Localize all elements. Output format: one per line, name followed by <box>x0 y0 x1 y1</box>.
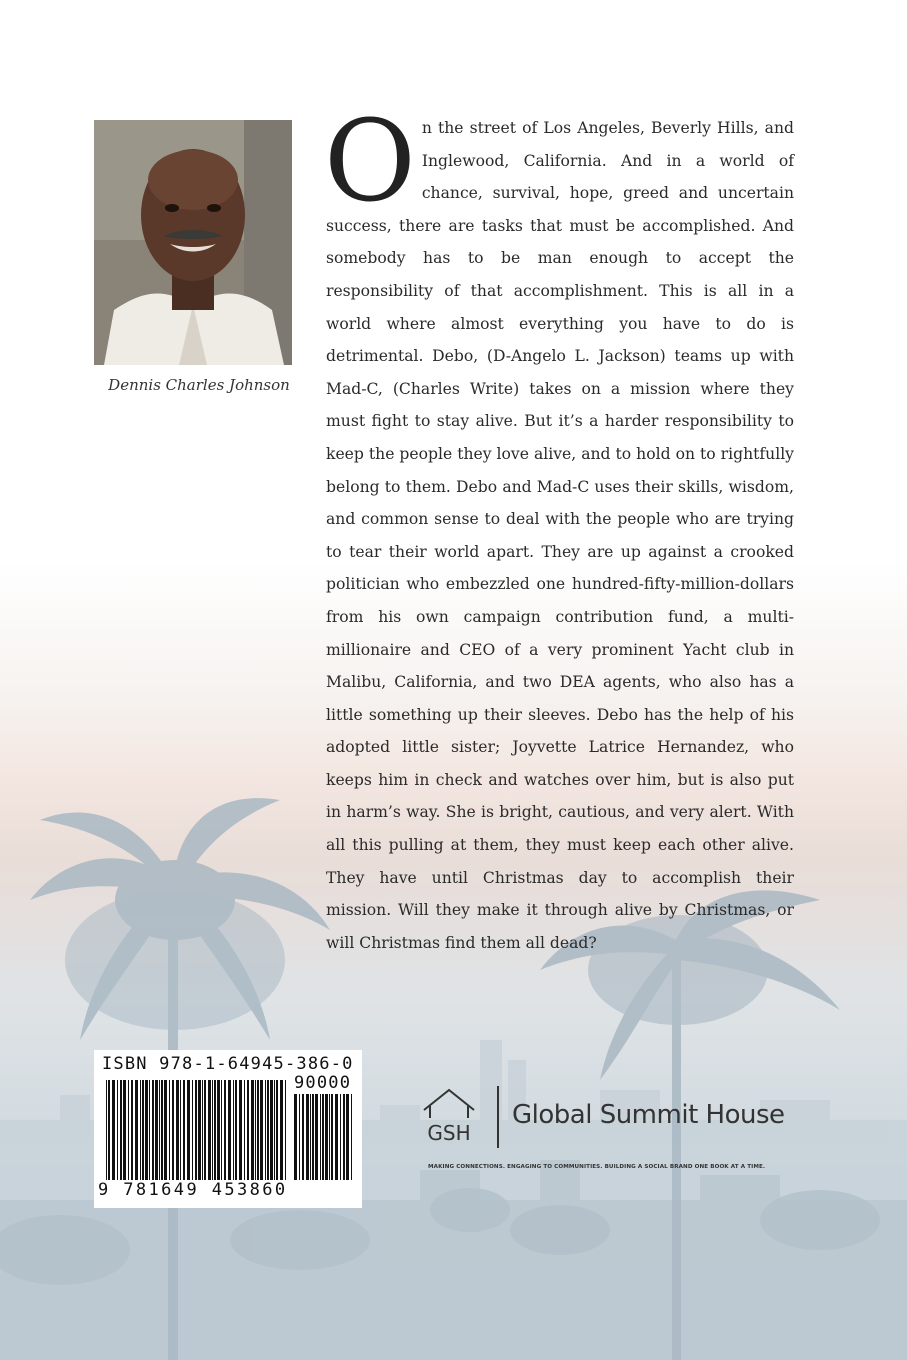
publisher-logo <box>418 1082 798 1172</box>
drop-cap: O <box>324 97 416 227</box>
author-name-caption: Dennis Charles Johnson <box>108 376 290 394</box>
isbn-barcode <box>94 1050 362 1208</box>
barcode-bars <box>106 1080 288 1180</box>
addon-barcode-bars <box>294 1094 354 1180</box>
logo-divider <box>497 1086 499 1148</box>
house-icon <box>418 1082 480 1152</box>
author-portrait-image <box>94 120 292 365</box>
publisher-tagline: MAKING CONNECTIONS. ENGAGING TO COMMUNITIES. BUILDING A SOCIAL BRAND ONE BOOK AT A TIME. <box>428 1164 766 1170</box>
ean-digits: 9 781649 453860 <box>98 1180 288 1200</box>
price-code: 90000 <box>294 1073 352 1093</box>
book-description <box>324 97 794 959</box>
blurb-text: n the street of Los Angeles, Beverly Hills, and Inglewood, California. And in a world of chance, survival, hope, greed and uncertain success, there are tasks that must be accomplished. And somebody has to be man enough to accept the responsibility of that accomplishment. This is all in a world where almost everything you have to do is detrimental. Debo, (D-Angelo L. Jackson) teams up with Mad-C, (Charles Write) takes on a mission where they must fight to stay alive. But it’s a harder responsibility to keep the people they love alive, and to hold on to rightfully belong to them. Debo and Mad-C uses their skills, wisdom, and common sense to deal with the people who are trying to tear their world apart. They are up against a crooked politician who embezzled one hundred-fifty-million-dollars from his own campaign contribution fund, a multi-millionaire and CEO of a very prominent Yacht club in Malibu, California, and two DEA agents, who also has a little something up their sleeves. Debo has the help of his adopted little sister; Joyvette Latrice Hernandez, who keeps him in check and watches over him, but is also put in harm’s way. She is bright, cautious, and very alert. With all this pulling at them, they must keep each other alive. They have until Christmas day to accomplish their mission. Will they make it through alive by Christmas, or will Christmas find them all dead? <box>326 119 794 952</box>
author-photo <box>94 120 292 365</box>
logo-text: GSH <box>427 1121 471 1145</box>
isbn-label: ISBN 978-1-64945-386-0 <box>102 1054 354 1074</box>
publisher-name: Global Summit House <box>512 1100 785 1130</box>
